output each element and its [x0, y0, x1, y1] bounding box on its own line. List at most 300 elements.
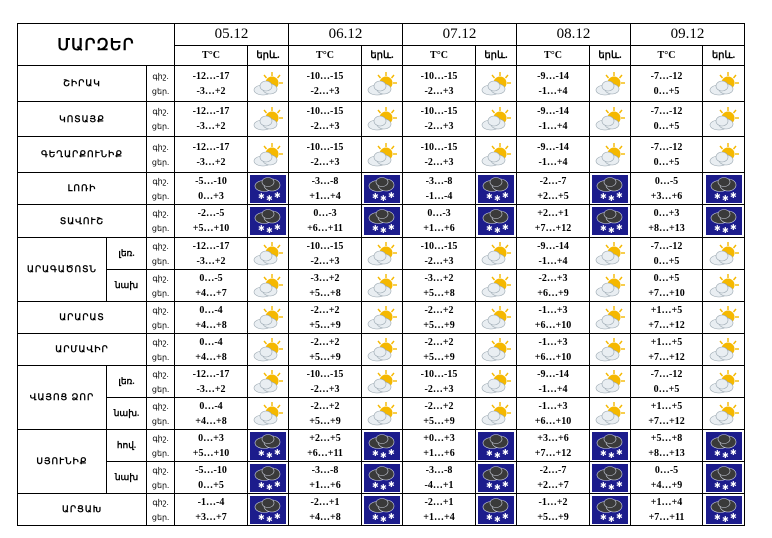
table-row [18, 334, 745, 366]
table-row [18, 494, 745, 526]
temperature-cell [517, 302, 590, 334]
svg-text:✱: ✱ [258, 224, 265, 233]
day-temp: +1…+4 [309, 190, 341, 202]
header-row-dates [18, 24, 745, 46]
night-temp: -10…-15 [420, 70, 458, 82]
day-temp: +5…+9 [423, 319, 455, 331]
night-temp: -7…-12 [650, 70, 683, 82]
svg-text:✱: ✱ [266, 514, 273, 524]
night-temp: +5…+8 [650, 432, 683, 444]
region-name: ԱՐԱՐԱՏ [18, 302, 147, 334]
table-row [18, 366, 745, 398]
temperature-cell [175, 430, 248, 462]
partly-cloudy-icon [362, 270, 403, 302]
snow-icon [248, 205, 289, 238]
night-temp: -9…-14 [537, 141, 569, 153]
temperature-cell [517, 334, 590, 366]
svg-text:✱: ✱ [388, 223, 395, 232]
night-label: գիշ. [152, 337, 169, 347]
day-temp: -2…+3 [424, 121, 454, 132]
day-temp: +6…+11 [307, 223, 343, 234]
day-temp: 0…+5 [653, 383, 680, 395]
partly-cloudy-icon [362, 137, 403, 173]
day-label: ցեր. [151, 288, 170, 298]
period-labels [147, 205, 175, 238]
night-temp: -10…-15 [420, 141, 458, 153]
night-temp: -2…-5 [197, 208, 225, 219]
temperature-cell [289, 173, 362, 205]
day-label: ցեր. [151, 512, 170, 522]
svg-text:✱: ✱ [608, 193, 615, 203]
svg-text:✱: ✱ [502, 511, 509, 521]
snow-icon [362, 462, 403, 494]
night-temp: -2…+1 [310, 496, 340, 508]
temperature-cell [403, 494, 476, 526]
temperature-cell [403, 205, 476, 238]
svg-text:✱: ✱ [274, 479, 281, 489]
partly-cloudy-icon [590, 334, 631, 366]
temperature-cell [403, 398, 476, 430]
day-temp: +5…+9 [423, 415, 455, 427]
subregion-label: նախ [107, 270, 147, 302]
day-label: ցեր. [151, 480, 170, 490]
day-label: ցեր. [151, 416, 170, 426]
partly-cloudy-icon [248, 238, 289, 270]
night-temp: 0…-3 [313, 208, 337, 219]
region-name: ԱՐԱԳԱԾՈՏՆ [18, 238, 107, 302]
temperature-cell [289, 430, 362, 462]
temperature-cell [175, 398, 248, 430]
night-temp: -2…+2 [310, 336, 340, 348]
table-row [18, 102, 745, 137]
night-temp: -3…-8 [425, 175, 453, 187]
temperature-cell [289, 137, 362, 173]
table-row [18, 205, 745, 238]
svg-text:✱: ✱ [372, 224, 379, 233]
temperature-cell [403, 102, 476, 137]
svg-text:✱: ✱ [388, 479, 395, 489]
temperature-cell [403, 366, 476, 398]
partly-cloudy-icon [703, 398, 745, 430]
period-labels [147, 462, 175, 494]
svg-text:✱: ✱ [274, 190, 281, 200]
night-label: գիշ. [152, 107, 169, 116]
snow-icon [703, 494, 745, 526]
date-header: 07.12 [403, 24, 517, 46]
night-temp: 0…+3 [198, 432, 224, 444]
temperature-cell [403, 173, 476, 205]
night-temp: -9…-14 [537, 70, 569, 82]
night-temp: -7…-12 [650, 368, 683, 380]
temperature-cell [517, 494, 590, 526]
date-header: 06.12 [289, 24, 403, 46]
temperature-cell [175, 205, 248, 238]
period-labels [147, 366, 175, 398]
period-labels [147, 494, 175, 526]
day-temp: +5…+10 [192, 223, 230, 234]
temperature-cell [631, 302, 703, 334]
day-temp: +3…+7 [195, 511, 227, 523]
temperature-cell [403, 270, 476, 302]
svg-text:✱: ✱ [713, 191, 721, 201]
snow-icon [248, 173, 289, 205]
svg-text:✱: ✱ [388, 447, 395, 457]
night-temp: -1…+2 [538, 496, 568, 508]
night-label: գիշ. [152, 305, 169, 315]
partly-cloudy-icon [590, 302, 631, 334]
partly-cloudy-icon [248, 137, 289, 173]
day-temp: +1…+4 [423, 511, 455, 523]
partly-cloudy-icon [248, 102, 289, 137]
icon-col-header: երև. [703, 46, 745, 66]
night-temp: -12…-17 [192, 240, 230, 252]
svg-text:✱: ✱ [380, 514, 387, 524]
svg-text:✱: ✱ [608, 514, 615, 524]
temperature-cell [403, 302, 476, 334]
night-temp: -10…-15 [420, 240, 458, 252]
night-temp: -9…-14 [537, 368, 569, 380]
svg-text:✱: ✱ [266, 193, 273, 203]
svg-text:✱: ✱ [616, 511, 623, 521]
night-temp: -2…+2 [310, 304, 340, 316]
night-temp: -5…-10 [195, 464, 227, 476]
day-label: ցեր. [151, 448, 170, 458]
day-temp: -2…+3 [310, 121, 340, 132]
night-temp: +2…+5 [309, 432, 341, 444]
day-temp: -4…+1 [424, 479, 454, 491]
night-temp: -10…-15 [306, 70, 344, 82]
region-name: ԳԵՂԱՐՔՈՒՆԻՔ [18, 137, 147, 173]
night-temp: -10…-15 [306, 106, 344, 117]
temperature-cell [517, 205, 590, 238]
night-label: գիշ. [152, 142, 169, 152]
night-label: գիշ. [152, 433, 169, 443]
temperature-cell [289, 66, 362, 102]
night-temp: -2…+2 [424, 336, 454, 348]
temperature-cell [631, 102, 703, 137]
night-temp: -2…+3 [538, 272, 568, 284]
svg-text:✱: ✱ [616, 223, 623, 232]
temperature-cell [403, 430, 476, 462]
region-name: ՎԱՅՈՑ ՁՈՐ [18, 366, 107, 430]
partly-cloudy-icon [703, 270, 745, 302]
period-labels [147, 102, 175, 137]
partly-cloudy-icon [703, 238, 745, 270]
night-temp: 0…-5 [654, 175, 679, 187]
partly-cloudy-icon [362, 366, 403, 398]
temperature-cell [631, 205, 703, 238]
snow-icon [703, 173, 745, 205]
day-temp: -1…+4 [538, 255, 568, 267]
night-label: գիշ. [152, 273, 169, 283]
date-header: 08.12 [517, 24, 631, 46]
svg-text:✱: ✱ [380, 482, 387, 492]
day-temp: +2…+7 [537, 479, 569, 491]
svg-text:✱: ✱ [494, 482, 501, 492]
partly-cloudy-icon [248, 270, 289, 302]
day-temp: 0…+5 [198, 479, 224, 491]
day-temp: +6…+9 [537, 287, 569, 299]
temperature-cell [631, 173, 703, 205]
day-temp: +4…+7 [195, 287, 227, 299]
partly-cloudy-icon [590, 137, 631, 173]
subregion-label: նախ [107, 462, 147, 494]
date-header: 05.12 [175, 24, 289, 46]
day-temp: -1…-4 [425, 190, 453, 202]
subregion-label: լեռ. [107, 238, 147, 270]
svg-text:✱: ✱ [486, 224, 493, 233]
day-temp: +6…+10 [534, 319, 572, 331]
snow-icon [476, 173, 517, 205]
night-temp: -2…-7 [539, 464, 567, 476]
partly-cloudy-icon [590, 366, 631, 398]
snow-icon [476, 494, 517, 526]
svg-text:✱: ✱ [721, 482, 729, 492]
svg-text:✱: ✱ [616, 479, 623, 489]
temperature-cell [403, 238, 476, 270]
day-temp: +6…+10 [534, 415, 572, 427]
svg-text:✱: ✱ [600, 480, 607, 490]
night-label: գիշ. [152, 176, 169, 186]
temperature-cell [289, 334, 362, 366]
night-temp: -3…-8 [311, 464, 339, 476]
day-temp: +4…+8 [195, 351, 227, 363]
night-temp: -5…-10 [195, 175, 227, 187]
svg-text:✱: ✱ [372, 191, 379, 201]
svg-text:✱: ✱ [258, 191, 265, 201]
snow-icon [590, 430, 631, 462]
day-temp: 0…+5 [653, 255, 680, 267]
partly-cloudy-icon [248, 398, 289, 430]
icon-col-header: երև. [476, 46, 517, 66]
night-temp: 0…-4 [199, 336, 223, 348]
svg-text:✱: ✱ [372, 448, 379, 458]
day-temp: -2…+3 [424, 156, 454, 168]
table-title: ՄԱՐԶԵՐ [18, 24, 175, 66]
night-temp: +0…+3 [423, 432, 455, 444]
table-row [18, 430, 745, 462]
svg-text:✱: ✱ [729, 190, 737, 200]
day-temp: -3…+2 [196, 85, 226, 97]
temperature-cell [289, 270, 362, 302]
partly-cloudy-icon [703, 66, 745, 102]
svg-text:✱: ✱ [729, 447, 737, 457]
night-temp: -3…+2 [310, 272, 340, 284]
temperature-cell [403, 137, 476, 173]
snow-icon [590, 205, 631, 238]
table-row [18, 398, 745, 430]
icon-col-header: երև. [590, 46, 631, 66]
partly-cloudy-icon [248, 366, 289, 398]
temperature-cell [403, 334, 476, 366]
svg-text:✱: ✱ [502, 479, 509, 489]
svg-text:✱: ✱ [600, 512, 607, 522]
snow-icon [476, 205, 517, 238]
day-label: ցեր. [151, 384, 170, 394]
night-temp: -7…-12 [650, 106, 683, 117]
table-row [18, 66, 745, 102]
svg-text:✱: ✱ [713, 224, 721, 233]
temperature-cell [631, 137, 703, 173]
svg-text:✱: ✱ [608, 226, 615, 235]
temperature-cell [175, 334, 248, 366]
temperature-cell [175, 66, 248, 102]
night-temp: -1…+3 [538, 304, 568, 316]
partly-cloudy-icon [476, 366, 517, 398]
night-temp: 0…-5 [199, 272, 223, 284]
temperature-cell [289, 494, 362, 526]
svg-text:✱: ✱ [266, 450, 273, 460]
snow-icon [362, 205, 403, 238]
night-label: գիշ. [152, 209, 169, 218]
partly-cloudy-icon [362, 302, 403, 334]
night-temp: -2…+2 [424, 400, 454, 412]
svg-text:✱: ✱ [372, 480, 379, 490]
svg-text:✱: ✱ [721, 193, 729, 203]
night-temp: 0…-5 [654, 464, 679, 476]
night-temp: -10…-15 [306, 240, 344, 252]
svg-text:✱: ✱ [258, 448, 265, 458]
day-temp: -1…+4 [538, 156, 568, 168]
partly-cloudy-icon [248, 302, 289, 334]
temperature-cell [631, 270, 703, 302]
partly-cloudy-icon [362, 238, 403, 270]
partly-cloudy-icon [476, 102, 517, 137]
svg-text:✱: ✱ [600, 448, 607, 458]
partly-cloudy-icon [590, 66, 631, 102]
icon-col-header: երև. [248, 46, 289, 66]
temperature-cell [175, 137, 248, 173]
night-label: գիշ. [152, 71, 169, 81]
snow-icon [703, 430, 745, 462]
partly-cloudy-icon [590, 270, 631, 302]
snow-icon [590, 494, 631, 526]
temp-col-header: T°C [631, 46, 703, 66]
temperature-cell [517, 462, 590, 494]
day-temp: +4…+8 [195, 415, 227, 427]
day-temp: -3…+2 [196, 383, 226, 395]
partly-cloudy-icon [362, 102, 403, 137]
svg-text:✱: ✱ [486, 512, 493, 522]
day-label: ցեր. [151, 191, 170, 201]
night-temp: -7…-12 [650, 141, 683, 153]
temp-col-header: T°C [517, 46, 590, 66]
table-row [18, 302, 745, 334]
night-temp: 0…-4 [199, 304, 223, 316]
night-temp: -1…+3 [538, 336, 568, 348]
region-name: ԼՈՌԻ [18, 173, 147, 205]
night-temp: -9…-14 [537, 106, 569, 117]
svg-text:✱: ✱ [274, 447, 281, 457]
partly-cloudy-icon [476, 66, 517, 102]
subregion-label: հով. [107, 430, 147, 462]
temperature-cell [289, 102, 362, 137]
night-temp: -2…+1 [424, 496, 454, 508]
day-temp: +7…+11 [648, 511, 685, 523]
svg-text:✱: ✱ [721, 226, 729, 235]
day-temp: +6…+10 [534, 351, 572, 363]
svg-text:✱: ✱ [380, 450, 387, 460]
day-temp: -3…+2 [196, 121, 226, 132]
day-temp: +8…+13 [648, 223, 685, 234]
temperature-cell [517, 366, 590, 398]
region-name: ՏԱՎՈՒՇ [18, 205, 147, 238]
svg-text:✱: ✱ [274, 511, 281, 521]
day-label: ցեր. [151, 320, 170, 330]
temperature-cell [289, 205, 362, 238]
night-temp: -9…-14 [537, 240, 569, 252]
day-temp: +5…+9 [309, 415, 341, 427]
temperature-cell [517, 430, 590, 462]
svg-text:✱: ✱ [486, 448, 493, 458]
period-labels [147, 173, 175, 205]
temperature-cell [517, 270, 590, 302]
temperature-cell [631, 366, 703, 398]
day-temp: -2…+3 [424, 255, 454, 267]
day-temp: +7…+12 [648, 351, 685, 363]
day-label: ցեր. [151, 256, 170, 266]
temperature-cell [175, 494, 248, 526]
snow-icon [248, 462, 289, 494]
svg-text:✱: ✱ [502, 223, 509, 232]
day-temp: +4…+9 [650, 479, 683, 491]
snow-icon [248, 430, 289, 462]
svg-text:✱: ✱ [721, 514, 729, 524]
day-temp: +2…+5 [537, 190, 569, 202]
temperature-cell [289, 462, 362, 494]
day-temp: 0…+5 [653, 121, 680, 132]
temperature-cell [175, 102, 248, 137]
temperature-cell [631, 238, 703, 270]
night-temp: -12…-17 [192, 106, 230, 117]
night-temp: -10…-15 [306, 368, 344, 380]
svg-text:✱: ✱ [494, 193, 501, 203]
day-temp: 0…+3 [198, 190, 224, 202]
svg-text:✱: ✱ [608, 482, 615, 492]
svg-text:✱: ✱ [713, 512, 721, 522]
night-temp: +1…+5 [650, 336, 683, 348]
temperature-cell [631, 398, 703, 430]
day-temp: +5…+9 [537, 511, 569, 523]
day-temp: +7…+12 [648, 415, 685, 427]
day-temp: -1…+4 [538, 383, 568, 395]
region-name: ԱՐՑԱԽ [18, 494, 147, 526]
night-temp: -12…-17 [192, 368, 230, 380]
region-name: ԱՐՄԱՎԻՐ [18, 334, 147, 366]
svg-text:✱: ✱ [721, 450, 729, 460]
temperature-cell [631, 494, 703, 526]
period-labels [147, 334, 175, 366]
temperature-cell [289, 302, 362, 334]
svg-text:✱: ✱ [502, 190, 509, 200]
svg-text:✱: ✱ [502, 447, 509, 457]
night-label: գիշ. [152, 401, 169, 411]
svg-text:✱: ✱ [258, 480, 265, 490]
temperature-cell [289, 398, 362, 430]
night-label: գիշ. [152, 465, 169, 475]
night-temp: -2…+2 [424, 304, 454, 316]
day-temp: -3…+2 [196, 156, 226, 168]
day-temp: +7…+10 [648, 287, 685, 299]
day-temp: 0…+5 [653, 85, 680, 97]
partly-cloudy-icon [476, 398, 517, 430]
table-row [18, 462, 745, 494]
date-header: 09.12 [631, 24, 745, 46]
day-temp: +5…+9 [309, 319, 341, 331]
snow-icon [590, 173, 631, 205]
day-temp: +7…+12 [648, 319, 685, 331]
svg-text:✱: ✱ [486, 480, 493, 490]
